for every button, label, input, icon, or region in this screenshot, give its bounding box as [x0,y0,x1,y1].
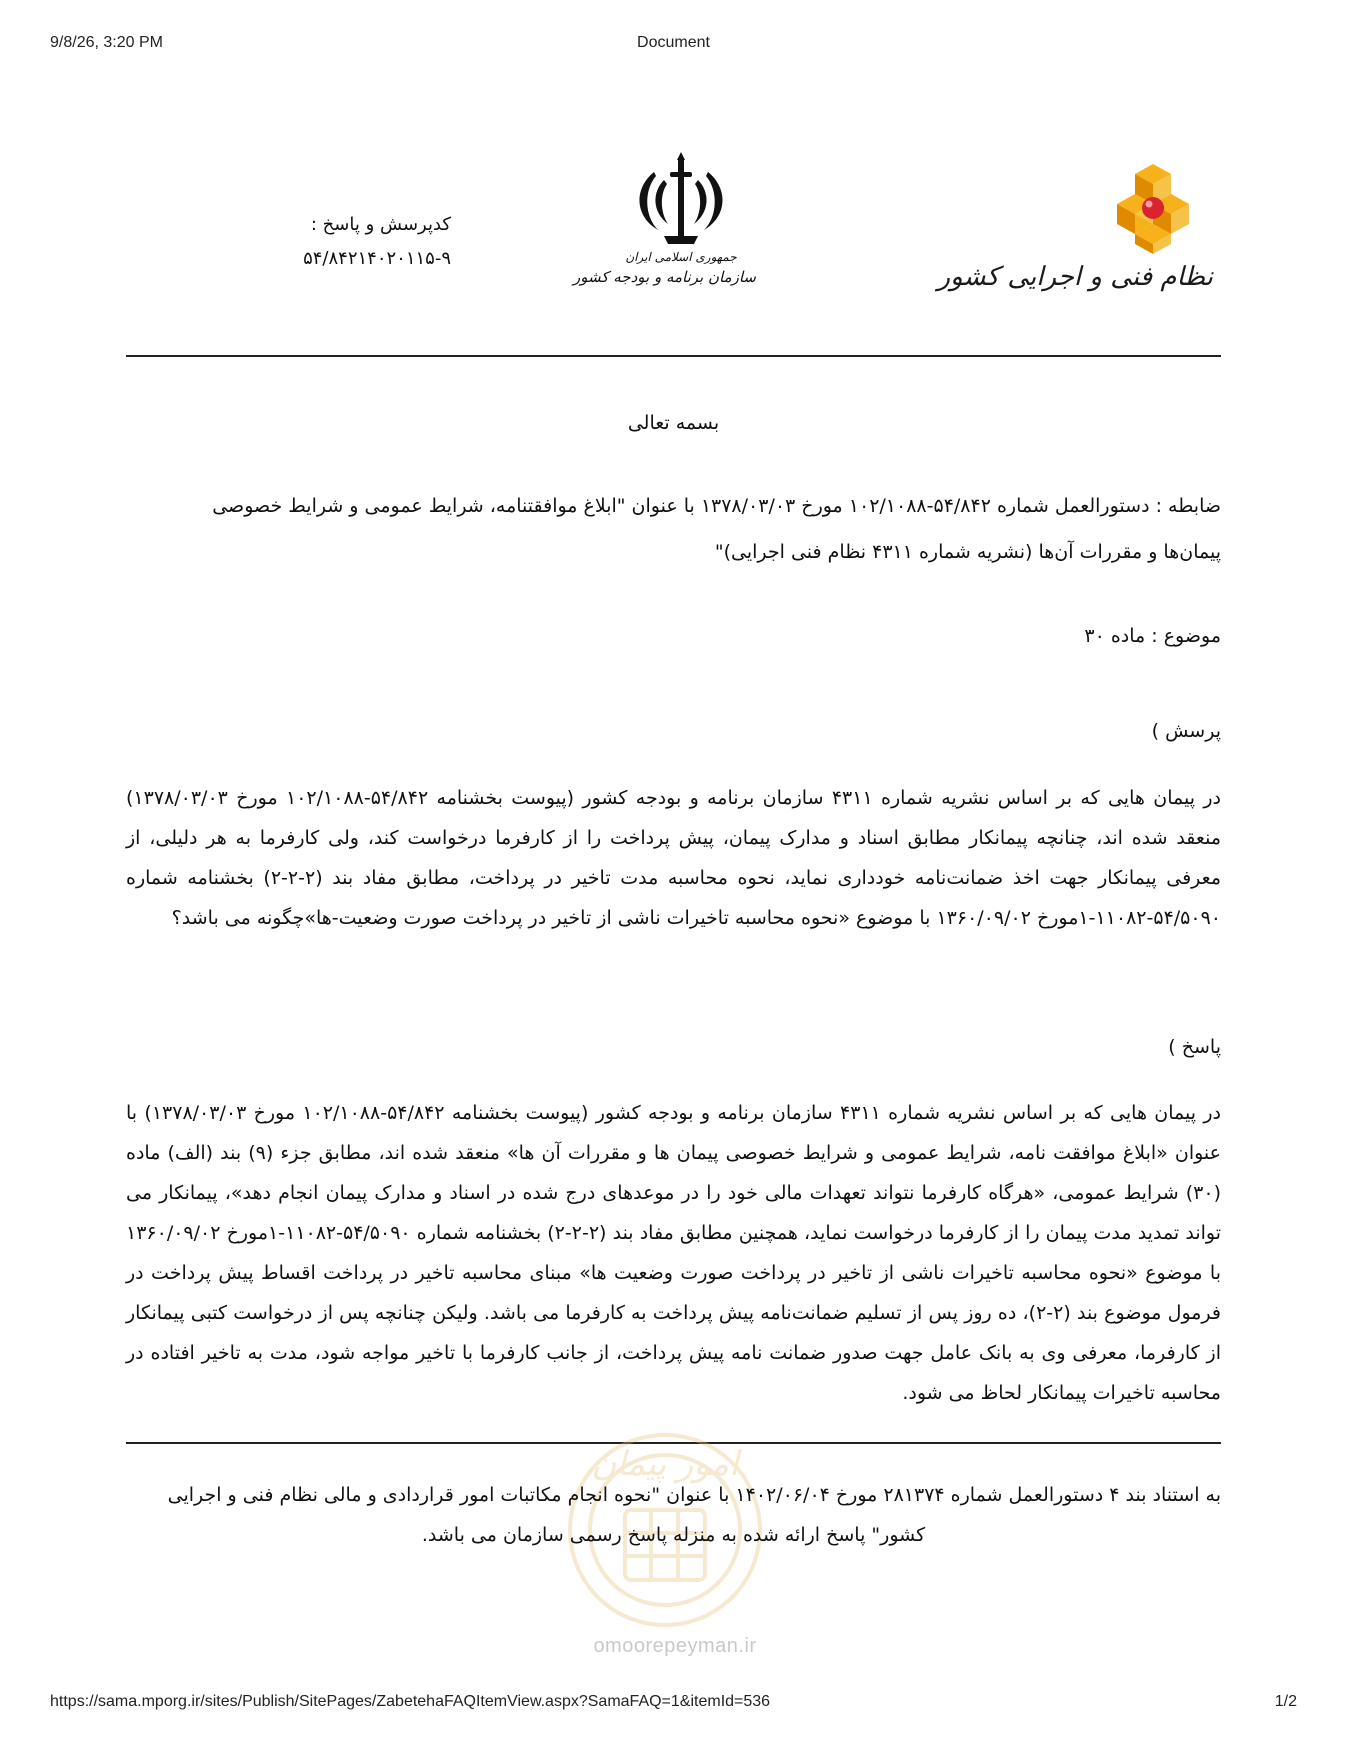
print-header [50,34,1297,56]
watermark-seal-text: امور پیمان [591,1444,739,1484]
question-text: در پیمان هایی که بر اساس نشریه شماره ۴۳۱۱ سازمان برنامه و بودجه کشور (پیوست بخشنامه ۵۴/۸۴۲-۱۰۲/۱۰۸۸ مورخ ۱۳۷۸/۰۳/۰۳) منعقد شده اند، چنانچه پیمانکار مطابق اسناد و مدارک پیمان، پیش پرداخت را از کارفرما درخواست کند، ولی کارفرما به هر دلیلی، از معرفی پیمانکار جهت اخذ ضمانت‌نامه خودداری نماید، نحوه محاسبه مدت تاخیر در پرداخت، مطابق مفاد بند (۲-۲-۲) بخشنامه شماره ۵۴/۵۰۹۰-۱۱۰۸۲-۱مورخ ۱۳۶۰/۰۹/۰۲ با موضوع «نحوه محاسبه تاخیرات ناشی از تاخیر در پرداخت صورت وضعیت-ها»چگونه می باشد؟ [126,787,1221,929]
print-footer [50,1693,1297,1715]
basmala: بسمه تعالی [627,412,720,434]
print-timestamp: 9/8/26, 3:20 PM [50,34,163,51]
question-heading: پرسش ) [1151,720,1221,742]
official-note [126,1475,1221,1555]
emblem-caption-country: جمهوری اسلامی ایران [625,250,737,264]
iran-emblem [572,150,756,315]
cube-pyramid-icon [1061,160,1221,260]
qa-code-label: کدپرسش و پاسخ : [310,214,451,235]
technical-system-logo [937,160,1221,300]
print-page-number: 1/2 [1274,1693,1297,1710]
emblem-caption-organization: سازمان برنامه و بودجه کشور [572,268,756,286]
official-note-line-2: کشور" پاسخ ارائه شده به منزله پاسخ رسمی سازمان می باشد. [421,1524,926,1546]
footer-divider [126,1442,1221,1444]
print-url: https://sama.mporg.ir/sites/Publish/SitePages/ZabetehaFAQItemView.aspx?SamaFAQ=1&itemId=536 [50,1693,771,1710]
letterhead [126,150,1221,325]
regulation-block [126,483,1221,575]
answer-text: در پیمان هایی که بر اساس نشریه شماره ۴۳۱۱ سازمان برنامه و بودجه کشور (پیوست بخشنامه ۵۴/۸۴۲-۱۰۲/۱۰۸۸ مورخ ۱۳۷۸/۰۳/۰۳) با عنوان «ابلاغ موافقت نامه، شرایط عمومی و شرایط خصوصی پیمان ها و مقررات آن ها» منعقد شده اند، مطابق جزء (۹) بند (الف) ماده (۳۰) شرایط عمومی، «هرگاه کارفرما نتواند تعهدات مالی خود را در موعدهای درج شده در اسناد و مدارک پیمان انجام دهد»، پیمانکار می تواند تمدید مدت پیمان را از کارفرما درخواست نماید، همچنین مطابق مفاد بند (۲-۲-۲) بخشنامه شماره ۵۴/۵۰۹۰-۱۱۰۸۲-۱مورخ ۱۳۶۰/۰۹/۰۲ با موضوع «نحوه محاسبه تاخیرات ناشی از تاخیر در پرداخت صورت وضعیت ها» مبنای محاسبه تاخیر در پرداخت اقساط پیش پرداخت در فرمول موضوع بند (۲-۲)، ده روز پس از تسلیم ضمانت‌نامه پیش پرداخت به کارفرما می باشد. ولیکن چنانچه پس از درخواست کتبی پیمانکار از کارفرما، معرفی وی به بانک عامل جهت صدور ضمانت نامه پیش پرداخت، از جانب کارفرما با تاخیر مواجه شود، مدت به تاخیر افتاده در محاسبه تاخیرات پیمانکار لحاظ می شود. [126,1102,1222,1404]
iran-emblem-icon [606,150,756,250]
technical-system-caption: نظام فنی و اجرایی کشور [937,262,1213,292]
watermark-url: omoorepeyman.ir [593,1635,757,1657]
regulation-line-1: ضابطه : دستورالعمل شماره ۵۴/۸۴۲-۱۰۲/۱۰۸۸ مورخ ۱۳۷۸/۰۳/۰۳ با عنوان "ابلاغ موافقتنامه، شرایط عمومی و شرایط خصوصی [212,495,1221,517]
qa-code-value: ۵۴/۸۴۲۱۴۰۲۰۱۱۵-۹ [303,248,451,269]
official-note-line-1: به استناد بند ۴ دستورالعمل شماره ۲۸۱۳۷۴ مورخ ۱۴۰۲/۰۶/۰۴ با عنوان "نحوه انجام مکاتبات امور قراردادی و مالی نظام فنی و اجرایی [167,1484,1221,1506]
qa-code-box [251,208,451,276]
answer-heading: پاسخ ) [1168,1036,1221,1058]
header-divider [126,355,1221,357]
print-doc-title: Document [637,34,710,51]
subject-line: موضوع : ماده ۳۰ [1084,625,1221,647]
regulation-line-2: پیمان‌ها و مقررات آن‌ها (نشریه شماره ۴۳۱۱ نظام فنی اجرایی)" [714,541,1221,563]
